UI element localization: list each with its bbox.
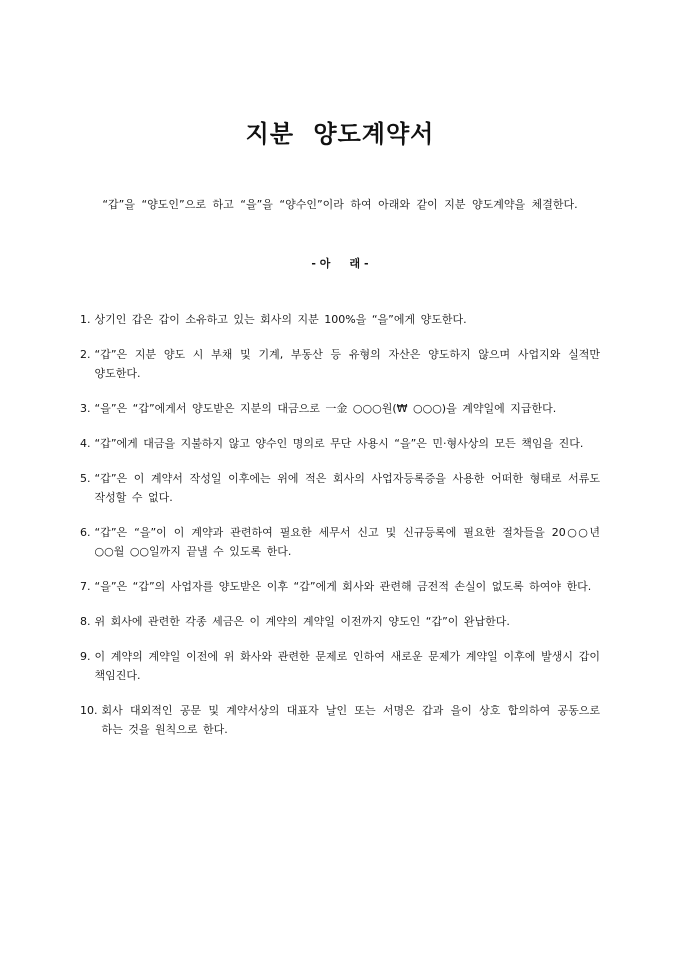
- clause-text: “갑”에게 대금을 지불하지 않고 양수인 명의로 무단 사용시 “을”은 민·형사상의 모든 책임을 진다.: [94, 437, 584, 450]
- clause-text: 상기인 갑은 갑이 소유하고 있는 회사의 지분 100%을 “을”에게 양도한다.: [94, 313, 467, 326]
- clause-number: 6.: [80, 526, 91, 539]
- clause-number: 1.: [80, 313, 91, 326]
- clause-number: 8.: [80, 615, 91, 628]
- document-title: 지분 양도계약서: [245, 120, 435, 148]
- clause-item: [80, 310, 600, 329]
- clause-text: “을”은 “갑”에게서 양도받은 지분의 대금으로 一金 ○○○원(₩ ○○○)을 계약일에 지급한다.: [94, 402, 557, 415]
- clause-number: 7.: [80, 580, 91, 593]
- clause-number: 9.: [80, 650, 91, 663]
- clause-text: “을”은 “갑”의 사업자를 양도받은 이후 “갑”에게 회사와 관련해 금전적 손실이 없도록 하여야 한다.: [94, 580, 592, 593]
- clause-number: 2.: [80, 348, 91, 361]
- clause-text: “갑”은 “을”이 이 계약과 관련하여 필요한 세무서 신고 및 신규등록에 필요한 절차들을 20○○년 ○○월 ○○일까지 끝낼 수 있도록 한다.: [94, 526, 600, 558]
- clause-list: [80, 310, 600, 755]
- clause-item: [80, 434, 600, 453]
- clause-item: [80, 399, 600, 418]
- clause-item: [80, 701, 600, 739]
- clause-item: [80, 345, 600, 383]
- clause-text: 위 회사에 관련한 각종 세금은 이 계약의 계약일 이전까지 양도인 “갑”이 완납한다.: [94, 615, 510, 628]
- clause-text: 이 계약의 계약일 이전에 위 화사와 관련한 문제로 인하여 새로운 문제가 계약일 이후에 발생시 갑이 책임진다.: [94, 650, 600, 682]
- clause-number: 4.: [80, 437, 91, 450]
- section-subheading: - 아 래 -: [311, 257, 369, 270]
- clause-number: 10.: [80, 704, 98, 717]
- clause-text: “갑”은 지분 양도 시 부채 및 기계, 부동산 등 유형의 자산은 양도하지 않으며 사업지와 실적만 양도한다.: [94, 348, 600, 380]
- intro-paragraph: “갑”을 “양도인”으로 하고 “을”을 “양수인”이라 하여 아래와 같이 지분 양도계약을 체결한다.: [102, 198, 578, 211]
- clause-item: [80, 647, 600, 685]
- clause-item: [80, 612, 600, 631]
- clause-item: [80, 469, 600, 507]
- clause-item: [80, 523, 600, 561]
- clause-text: “갑”은 이 계약서 작성일 이후에는 위에 적은 회사의 사업자등록증을 사용한 어떠한 형태로 서류도 작성할 수 없다.: [94, 472, 600, 504]
- clause-number: 5.: [80, 472, 91, 485]
- clause-text: 회사 대외적인 공문 및 계약서상의 대표자 날인 또는 서명은 갑과 을이 상호 합의하여 공동으로 하는 것을 원칙으로 한다.: [101, 704, 600, 736]
- clause-item: [80, 577, 600, 596]
- clause-number: 3.: [80, 402, 91, 415]
